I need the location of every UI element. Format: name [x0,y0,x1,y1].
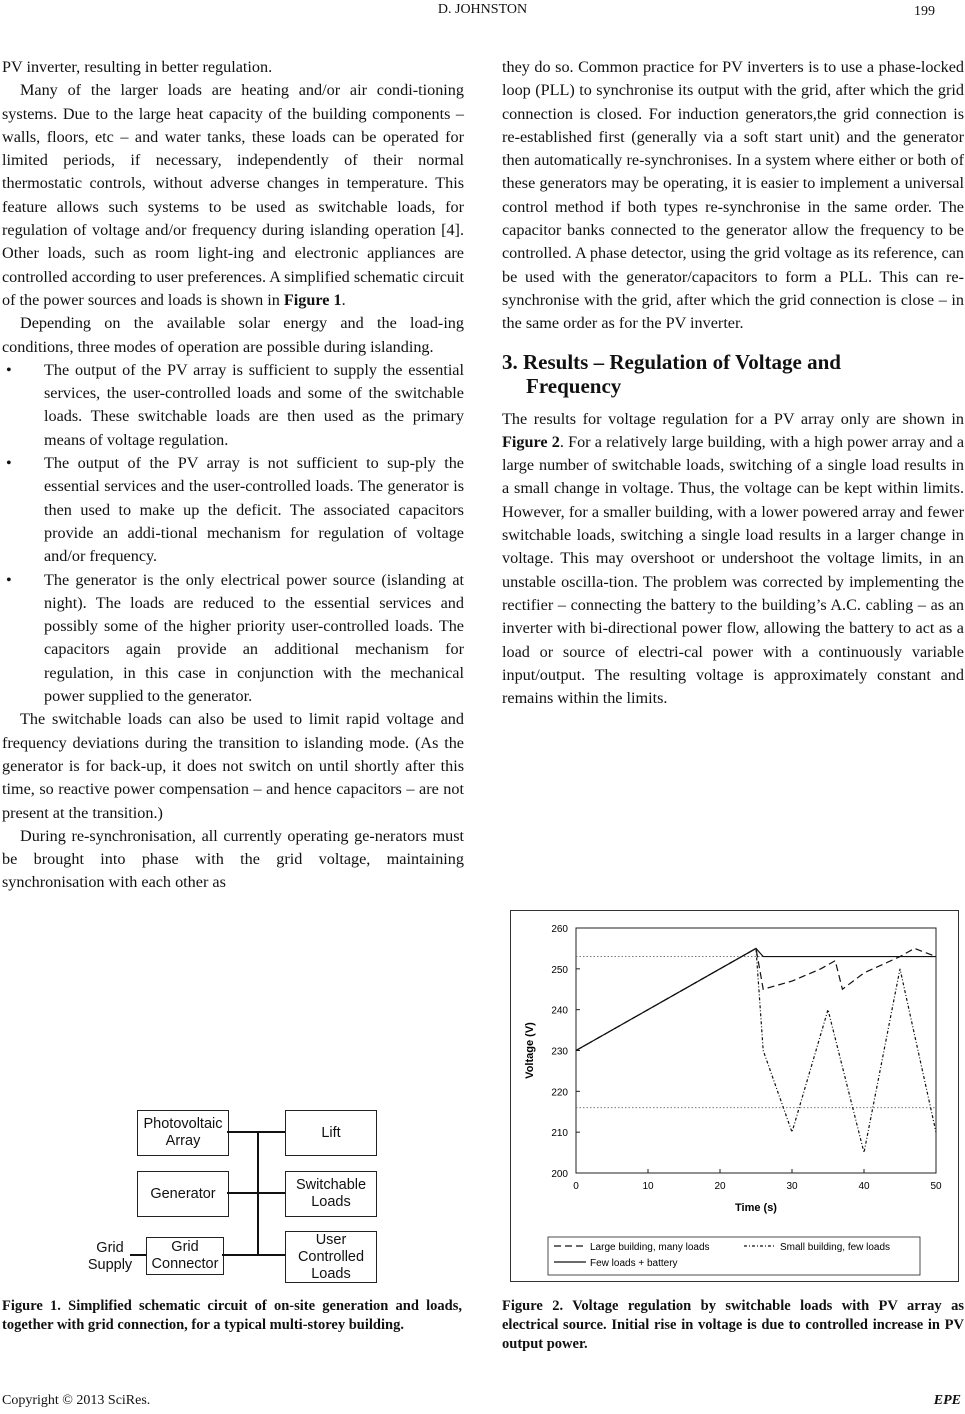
x-tick-label: 30 [786,1181,798,1192]
x-tick-label: 40 [858,1181,870,1192]
section-title-line: Frequency [526,373,622,398]
paragraph-text: . [341,290,346,309]
paragraph [502,408,964,711]
x-tick-label: 0 [573,1181,579,1192]
y-axis-label: Voltage (V) [524,1022,536,1079]
x-tick-label: 50 [930,1181,942,1192]
grid-connector-box: Grid Connector [146,1237,224,1275]
y-tick-label: 240 [551,1005,568,1017]
switchable-loads-box: Switchable Loads [285,1171,377,1217]
series-line [576,948,936,1050]
lift-box: Lift [285,1110,377,1156]
y-tick-label: 220 [551,1087,568,1099]
paragraph-text: . For a relatively large building, with a high power array and a large number of switchable loads, switching of a single load results in a small change in voltage. Thus, the voltage can be kept within limits. However, for a smaller building, with a lower powered array and fewer switchable loads, switching a single load results in a larger change in voltage. This may overshoot or undershoot the voltage limits, in an unstable oscilla-tion. The problem was corrected by implementing the rectifier – connecting the battery to the building’s A.C. cabling – as an inverter with bi-directional power flow, allowing the battery to act as a load or source of electri-cal power with a continuously variable input/output. The resulting voltage is approximately constant and remains within the limits. [502,432,964,708]
figure-1-caption: Figure 1. Simplified schematic circuit of on-site generation and loads, together with grid connection, for a typical multi-storey building. [2,1298,462,1333]
x-axis-label: Time (s) [735,1202,777,1214]
bullet-list [2,359,464,708]
figure-2-chart-frame [510,910,959,1282]
generator-box: Generator [137,1171,229,1217]
running-head-author: D. JOHNSTON [437,2,528,17]
wire [130,1254,146,1256]
user-controlled-loads-box: User Controlled Loads [285,1231,377,1283]
wire [222,1254,285,1256]
bullet-item: • The generator is the only electrical power source (islanding at night). The loads are reduced to the essential services and possibly some of the higher priority user-controlled loads. The capacitors again provide an additional mechanism for regulation, in this case in conjunction with the mechanical power supplied to the generator. [2,569,464,709]
figure-ref[interactable]: Figure 2 [502,432,560,451]
legend-label: Few loads + battery [590,1258,678,1269]
paragraph-text: The results for voltage regulation for a PV array only are shown in [502,409,964,428]
paragraph: The switchable loads can also be used to limit rapid voltage and frequency deviations during the transition to islanding mode. (As the generator is for back-up, it does not switch on until shortly after this time, so reactive power compensation – and hence capacitors – are not present at the transition.) [2,710,464,822]
figure-2-caption: Figure 2. Voltage regulation by switchable loads with PV array as electrical source. Initial rise in voltage is due to controlled increase in PV output power. [502,1298,964,1352]
paragraph: Depending on the available solar energy and the load-ing conditions, three modes of operation are possible during islanding. [2,314,464,356]
page-number: 199 [914,4,935,19]
wire [227,1192,285,1194]
series-line [576,948,936,1050]
journal-abbrev: EPE [933,1393,961,1408]
paragraph [2,79,464,312]
bullet-item: • The output of the PV array is not sufficient to sup-ply the essential services and the user-controlled loads. The generator is then used to make up the deficit. The associated capacitors provide an addi-tional mechanism for regulation of voltage and/or frequency. [2,452,464,568]
wire [227,1131,285,1133]
y-tick-label: 250 [551,964,568,976]
y-tick-label: 210 [551,1128,568,1140]
legend-label: Small building, few loads [780,1242,891,1253]
page-header [0,0,965,24]
left-column [2,56,464,895]
paragraph: PV inverter, resulting in better regulation. [2,58,273,76]
figure-ref[interactable]: Figure 1 [283,290,342,309]
y-tick-label: 200 [551,1169,568,1180]
paragraph: they do so. Common practice for PV inverters is to use a phase-locked loop (PLL) to synchronise its output with the grid, after which the grid connection is closed. For induction generators,the grid connection is re-established first (generally via a soft start unit) and the generator then automatically re-synchronises. In a system where either or both of these generators may be operating, it is easier to implement a universal control method if both types re-synchronise in the same order. The capacitor banks connected to the generator allow the frequency to be controlled. A phase detector, using the grid voltage as its reference, can be used with the generator/capacitors to form a PLL. This can re-synchronise with the grid, after which the grid connection is close – in the same order as for the PV inverter. [502,58,964,333]
pv-array-box: Photovoltaic Array [137,1110,229,1156]
y-tick-label: 260 [551,924,568,935]
bullet-item: • The output of the PV array is sufficient to supply the essential services, the user-controlled loads and some of the switchable loads. These switchable loads are then used as the primary means of voltage regulation. [2,359,464,452]
legend-label: Large building, many loads [590,1242,710,1253]
x-tick-label: 10 [642,1181,654,1192]
x-tick-label: 20 [714,1181,726,1192]
copyright: Copyright © 2013 SciRes. [2,1393,151,1408]
section-heading [502,350,964,398]
section-title-line: 3. Results – Regulation of Voltage and [502,349,841,374]
y-tick-label: 230 [551,1046,568,1058]
right-column [502,56,964,710]
grid-supply-label: Grid Supply [87,1240,133,1273]
paragraph-text: Many of the larger loads are heating and/or air condi-tioning systems. Due to the large heat capacity of the building components – walls, floors, etc – and water tanks, these loads can be operated for limited periods, if necessary, independently of their normal thermostatic controls, without adverse changes in temperature. This feature allows such systems to be used as switchable loads, for regulation of voltage and/or frequency during islanding operation [4]. Other loads, such as room light-ing and electronic appliances are controlled according to user preferences. A simplified schematic circuit of the power sources and loads is shown in [2,81,464,309]
figure-2-chart [511,911,958,1281]
series-line [576,948,936,1152]
paragraph: During re-synchronisation, all currently operating ge-nerators must be brought into phase with the grid voltage, maintaining synchronisation with each other as [2,826,464,892]
figure-1-schematic [70,1100,400,1290]
